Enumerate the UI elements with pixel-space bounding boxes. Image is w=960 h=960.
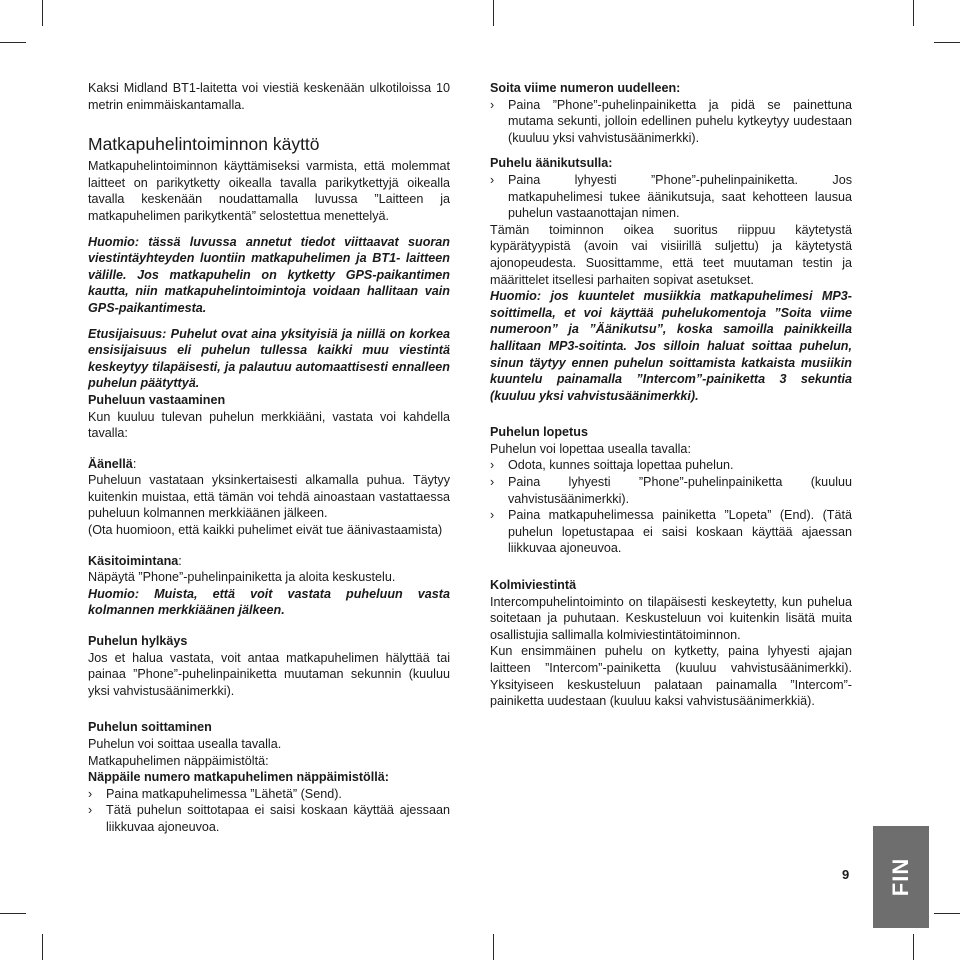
conference-heading: Kolmiviestintä (490, 578, 577, 593)
voicedial-list (490, 172, 852, 222)
crop-mark (0, 913, 26, 914)
end-body: Puhelun voi lopettaa usealla tavalla: (490, 441, 691, 456)
crop-mark (493, 934, 494, 960)
reject-heading: Puhelun hylkäys (88, 634, 188, 649)
end-heading: Puhelun lopetus (490, 425, 588, 440)
manual-note: Huomio: Muista, että voit vastata puheluun vasta kolmannen merkkiäänen jälkeen. (88, 586, 450, 618)
language-tab-label: FIN (887, 857, 913, 897)
list-item-text: Tätä puhelun soittotapaa ei saisi koskaan käyttää ajessaan liikkuvaa ajoneuvoa. (106, 803, 450, 834)
page-number: 9 (842, 867, 850, 882)
list-item (490, 474, 852, 507)
crop-mark (934, 913, 960, 914)
voice-body: Puheluun vastataan yksinkertaisesti alkamalla puhua. Täytyy kuitenkin muistaa, että tämän voi tehdä ainoastaan vastattaessa puheluun kolmannen merkkiäänen jälkeen. (88, 473, 450, 521)
end-list (490, 457, 852, 557)
crop-mark (42, 934, 43, 960)
list-item (490, 172, 852, 222)
list-item (88, 802, 450, 835)
crop-mark (42, 0, 43, 26)
intro-paragraph: Kaksi Midland BT1-laitetta voi viestiä keskenään ulkotiloissa 10 metrin enimmäiskantamalla. (88, 81, 450, 112)
voicedial-heading: Puhelu äänikutsulla: (490, 156, 613, 171)
bullet-marker: › (490, 97, 495, 112)
call-line-2: Matkapuhelimen näppäimistöltä: (88, 753, 269, 768)
section-body: Matkapuhelintoiminnon käyttämiseksi varmista, että molemmat laitteet on parikytketty oikealla tavalla parikytkettyjä oikealla tavalla keskenään noudattamalla luvussa ”Laitteen ja matkapuhelimen parikytkentä” selostettua menettelyä. (88, 159, 450, 223)
list-item (490, 507, 852, 557)
reject-body: Jos et halua vastata, voit antaa matkapuhelimen hälyttää tai painaa ”Phone”-puhelinpainiketta muutaman sekunnin (kuuluu yksi vahvistusäänimerkki). (88, 650, 450, 698)
voice-note: (Ota huomioon, että kaikki puhelimet eivät tue äänivastaamista) (88, 523, 443, 538)
voice-label-line (88, 456, 450, 473)
manual-label-line (88, 553, 450, 570)
gps-note: Huomio: tässä luvussa annetut tiedot viittaavat suoran viestintäyhteyden luontiin matkapuhelimen ja BT1- laitteen välille. Jos matkapuhelin on kytketty GPS-paikantimen kautta, niin matkapuhelintoimintoja voidaan hallitaan vain GPS-paikantimesta. (88, 234, 450, 315)
language-tab (873, 826, 929, 928)
voicedial-body: Tämän toiminnon oikea suoritus riippuu käytetystä kypärätyypistä (avoin vai visiirillä suljettu) ja käytetystä ajonopeudesta. Suosittamme, että teet muutaman testin ja määrittelet itsellesi parhaiten sopivat asetukset. (490, 222, 852, 287)
voice-label: Äänellä (88, 456, 133, 471)
left-column (88, 80, 450, 836)
bullet-marker: › (490, 475, 495, 490)
answer-heading: Puheluun vastaaminen (88, 392, 226, 407)
crop-mark (913, 934, 914, 960)
redial-heading: Soita viime numeron uudelleen: (490, 81, 681, 95)
crop-mark (0, 42, 26, 43)
bullet-marker: › (490, 172, 495, 187)
answer-body: Kun kuuluu tulevan puhelun merkkiääni, vastata voi kahdella tavalla: (88, 409, 450, 441)
section-title: Matkapuhelintoiminnon käyttö (88, 134, 320, 155)
right-column (490, 80, 852, 710)
list-item (490, 97, 852, 147)
manual-colon: : (178, 553, 182, 568)
crop-mark (934, 42, 960, 43)
crop-mark (913, 0, 914, 26)
music-note: Huomio: jos kuuntelet musiikkia matkapuhelimesi MP3-soittimella, et voi käyttää puhelukomentoja ”Soita viime numeroon” ja ”Äänikutsu”, koska samoilla painikkeilla hallitaan MP3-soitinta. Jos silloin haluat soittaa puhelun, sinun täytyy ennen puhelun soittamista katkaista musiikin kuuntelu painamalla ”Intercom”-painiketta 3 sekuntia (kuuluu yksi vahvistusäänimerkki). (490, 289, 852, 403)
voice-colon: : (132, 456, 137, 471)
list-item (490, 457, 852, 474)
list-item-text: Paina matkapuhelimessa painiketta ”Lopeta” (End). (Tätä puhelun lopetustapaa ei saisi koskaan käyttää ajaessan liikkuvaa ajoneuvoa. (508, 508, 852, 556)
list-item-text: Paina matkapuhelimessa ”Lähetä” (Send). (106, 786, 342, 801)
conference-body-1: Intercompuhelintoiminto on tilapäisesti keskeytetty, kun puhelua soitetaan ja puhutaan. Keskusteluun voi kuitenkin lisätä muita osallistujia sallimalla kolmiviestintätoiminnon. (490, 594, 852, 642)
list-item-text: Paina ”Phone”-puhelinpainiketta ja pidä se painettuna mutama sekunti, jolloin edellinen puhelu kytkeytyy uudestaan (kuuluu yksi vahvistusäänimerkki). (508, 97, 852, 145)
manual-body: Näpäytä ”Phone”-puhelinpainiketta ja aloita keskustelu. (88, 570, 396, 585)
call-list (88, 786, 450, 836)
list-item (88, 786, 450, 803)
call-subheading: Näppäile numero matkapuhelimen näppäimistöllä: (88, 770, 389, 785)
bullet-marker: › (490, 508, 495, 523)
bullet-marker: › (490, 458, 495, 473)
call-heading: Puhelun soittaminen (88, 720, 212, 735)
redial-list (490, 97, 852, 147)
list-item-text: Paina lyhyesti ”Phone”-puhelinpainiketta (kuuluu vahvistusäänimerkki). (508, 475, 852, 506)
crop-mark (493, 0, 494, 26)
conference-body-2: Kun ensimmäinen puhelu on kytketty, paina lyhyesti ajajan laitteen ”Intercom”-painiketta (kuuluu vahvistusäänimerkki). Yksityiseen keskusteluun palataan painamalla ”Intercom”-painiketta uudestaan (kuuluu kaksi vahvistusäänimerkkiä). (490, 644, 852, 709)
list-item-text: Odota, kunnes soittaja lopettaa puhelun. (508, 458, 734, 473)
list-item-text: Paina lyhyesti ”Phone”-puhelinpainiketta. Jos matkapuhelimesi tukee äänikutsuja, saat kehotteen lausua puhelun vastaanottajan nimen. (508, 172, 852, 221)
call-line-1: Puhelun voi soittaa usealla tavalla. (88, 737, 282, 751)
bullet-marker: › (88, 803, 93, 818)
bullet-marker: › (88, 786, 93, 801)
priority-note: Etusijaisuus: Puhelut ovat aina yksityisiä ja niillä on korkea ensisijaisuus eli puhelun tullessa kaikki muu viestintä keskeytyy tilapäisesti, ja palautuu automaattisesti ennalleen puhelun päätyttyä. (88, 326, 450, 391)
manual-label: Käsitoimintana (88, 553, 179, 568)
